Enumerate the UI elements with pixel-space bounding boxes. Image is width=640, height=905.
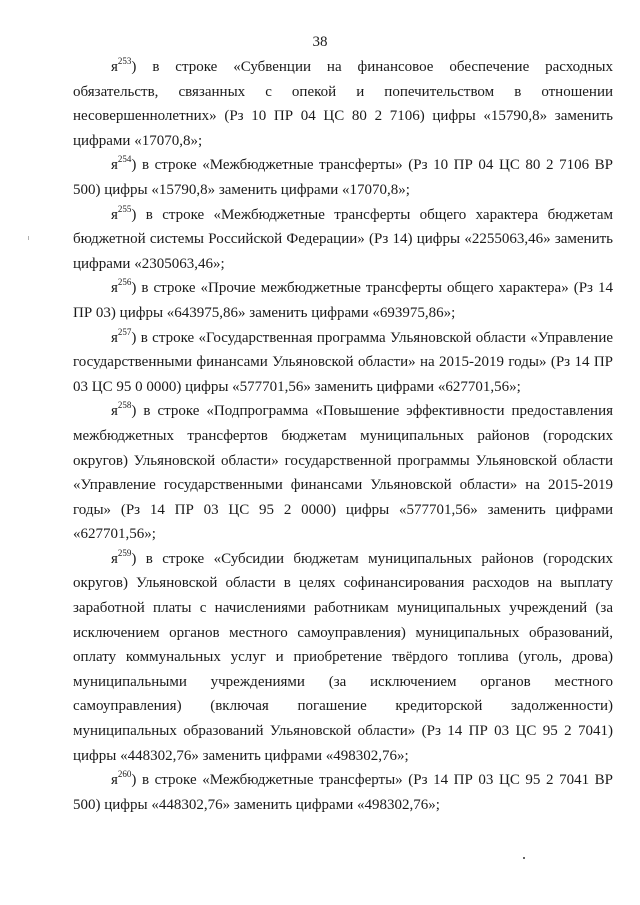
item-number: 254 — [117, 154, 132, 165]
item-number: 258 — [117, 400, 132, 411]
item-letter: я — [111, 157, 118, 174]
amendment-paragraph — [73, 55, 613, 153]
item-number: 253 — [117, 56, 132, 66]
item-letter: я — [111, 206, 118, 223]
amendment-paragraph — [73, 326, 613, 400]
item-letter: я — [111, 772, 118, 789]
item-letter: я — [111, 403, 118, 420]
document-body — [73, 55, 613, 817]
item-letter: я — [111, 550, 118, 567]
item-letter: я — [111, 329, 118, 346]
amendment-paragraph — [73, 768, 613, 817]
amendment-text: ) в строке «Межбюджетные трансферты» (Рз 10 ПР 04 ЦС 80 2 7106 ВР 500) цифры «15790,8» заменить цифрами «17070,8»; — [73, 157, 613, 198]
amendment-text: ) в строке «Межбюджетные трансферты» (Рз 14 ПР 03 ЦС 95 2 7041 ВР 500) цифры «448302,76» заменить цифрами «498302,76»; — [73, 772, 613, 813]
amendment-paragraph — [73, 547, 613, 768]
item-letter: я — [111, 280, 118, 297]
item-number: 255 — [117, 203, 132, 214]
scan-dot — [523, 857, 525, 859]
item-number: 257 — [117, 326, 132, 337]
page-number: 38 — [312, 34, 328, 50]
amendment-text: ) в строке «Государственная программа Ульяновской области «Управление государственными финансами Ульяновской области» на 2015-2019 годы» (Рз 14 ПР 03 ЦС 95 0 0000) цифры «577701,56» заменить цифрами «627701,56»; — [73, 329, 613, 395]
margin-mark — [28, 236, 29, 240]
amendment-paragraph — [73, 399, 613, 547]
amendment-text: ) в строке «Подпрограмма «Повышение эффективности предоставления межбюджетных трансфертов бюджетам муниципальных районов (городских округов) Ульяновской области» государственной программы Ульяновской области «Управление государственными финансами Ульяновской области» на 2015-2019 годы» (Рз 14 ПР 03 ЦС 95 2 0000) цифры «577701,56» заменить цифрами «627701,56»; — [73, 403, 613, 543]
amendment-text: ) в строке «Субсидии бюджетам муниципальных районов (городских округов) Ульяновской области в целях софинансирования расходов на выплату заработной платы с начислениями работникам муниципальных учреждений (за исключением органов местного самоуправления) муниципальных образований, оплату коммунальных услуг и приобретение твёрдого топлива (уголь, дрова) муниципальными учреждениями (за исключением органов местного самоуправления) (включая погашение кредиторской задолженности) муниципальных образований Ульяновской области» (Рз 14 ПР 03 ЦС 95 2 7041) цифры «448302,76» заменить цифрами «498302,76»; — [73, 550, 613, 764]
amendment-paragraph — [73, 276, 613, 325]
amendment-paragraph — [73, 203, 613, 277]
item-letter: я — [111, 59, 118, 75]
amendment-text: ) в строке «Субвенции на финансовое обеспечение расходных обязательств, связанных с опекой и попечительством в отношении несовершеннолетних» (Рз 10 ПР 04 ЦС 80 2 7106) цифры «15790,8» заменить цифрами «17070,8»; — [73, 59, 613, 149]
item-number: 256 — [117, 277, 132, 288]
amendment-paragraph — [73, 153, 613, 202]
amendment-text: ) в строке «Прочие межбюджетные трансферты общего характера» (Рз 14 ПР 03) цифры «643975,86» заменить цифрами «693975,86»; — [73, 280, 613, 321]
item-number: 260 — [117, 769, 132, 780]
amendment-text: ) в строке «Межбюджетные трансферты общего характера бюджетам бюджетной системы Российской Федерации» (Рз 14) цифры «2255063,46» заменить цифрами «2305063,46»; — [73, 206, 613, 272]
item-number: 259 — [117, 547, 132, 558]
